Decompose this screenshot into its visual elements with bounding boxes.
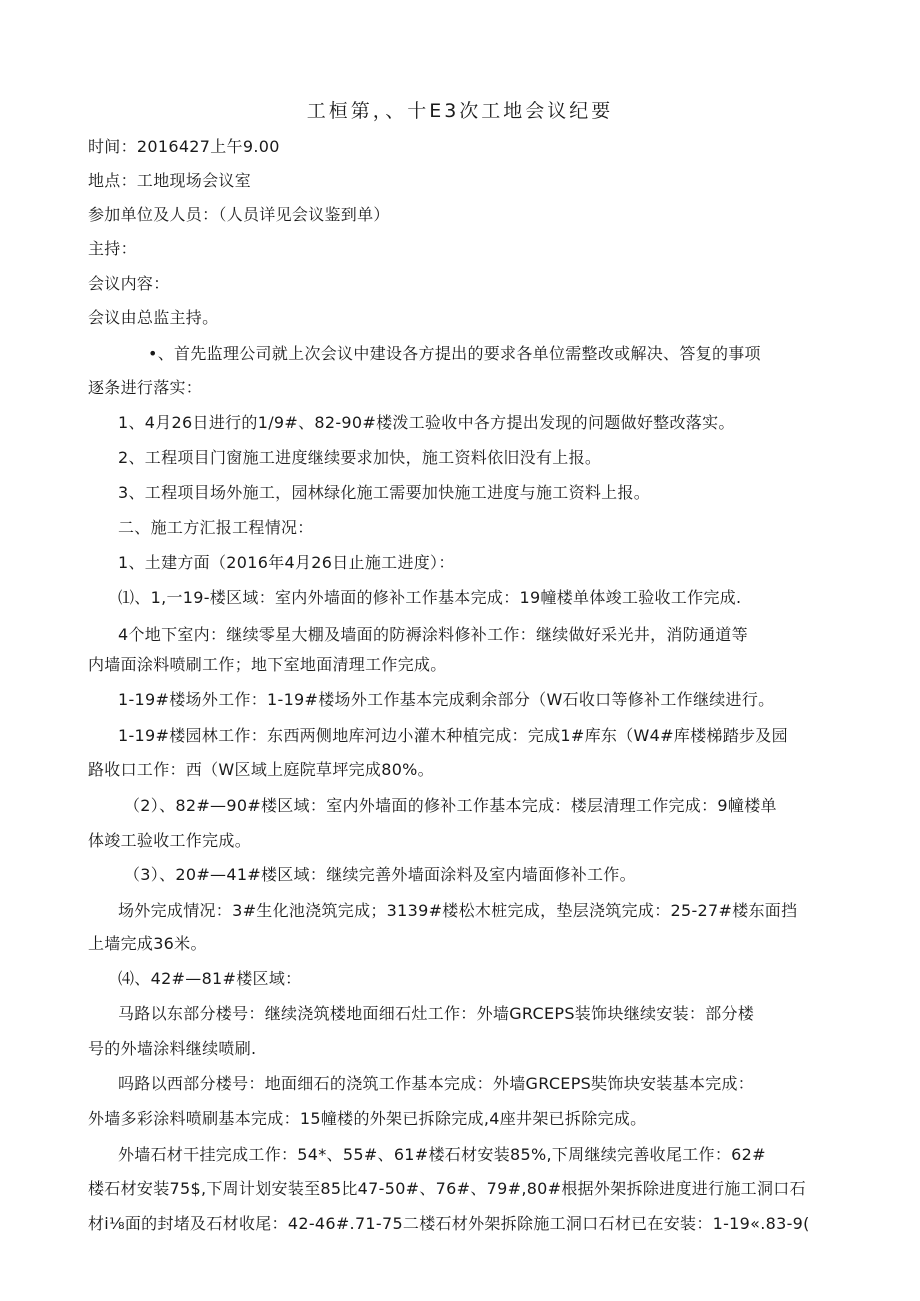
paragraph-line: 4个地下室内：继续零星大棚及墙面的防褥涂料修补工作：继续做好采光井，消防通道等 <box>118 625 748 644</box>
paragraph-line: 内墙面涂料喷刷工作；地下室地面清理工作完成。 <box>88 655 447 674</box>
subsection-heading: 1、土建方面（2016年4月26日止施工进度）： <box>118 553 455 572</box>
paragraph-line: 材i⅛面的封堵及石材收尾：42-46#.71-75二楼石材外架拆除施工洞口石材已在安装：1-19«.83-9( <box>88 1214 810 1233</box>
meeting-time: 时间：2016427上午9.00 <box>88 137 280 156</box>
section-heading: 二、施工方汇报工程情况： <box>118 518 314 537</box>
paragraph-line: 2、工程项目门窗施工进度继续要求加快，施工资料依旧没有上报。 <box>118 448 602 467</box>
paragraph-line: 外墙多彩涂料喷刷基本完成：15幢楼的外架已拆除完成,4座井架已拆除完成。 <box>88 1109 647 1128</box>
paragraph-line: 1-19#楼场外工作：1-19#楼场外工作基本完成剩余部分（W石收口等修补工作继续进行。 <box>118 690 775 709</box>
paragraph-line: ⑴、1,一19-楼区域：室内外墙面的修补工作基本完成：19幢楼单体竣工验收工作完成. <box>118 588 742 607</box>
paragraph-line: 体竣工验收工作完成。 <box>88 831 252 850</box>
document-title: 工桓第，、十E3次工地会议纪要 <box>306 100 614 122</box>
paragraph-line: 外墙石材干挂完成工作：54*、55#、61#楼石材安装85%,下周继续完善收尾工作：62# <box>118 1145 766 1164</box>
meeting-host: 主持： <box>88 239 137 258</box>
paragraph-line: （3）、20#—41#楼区域：继续完善外墙面涂料及室内墙面修补工作。 <box>124 865 636 884</box>
paragraph-line: •、首先监理公司就上次会议中建设各方提出的要求各单位需整改或解决、答复的事项 <box>148 344 761 363</box>
paragraph-line: 路收口工作：西（W区域上庭院草坪完成80%。 <box>88 760 434 779</box>
paragraph-line: 1、4月26日进行的1/9#、82-90#楼泼工验收中各方提出发现的问题做好整改落实。 <box>118 413 735 432</box>
paragraph-line: 3、工程项目场外施工，园林绿化施工需要加快施工进度与施工资料上报。 <box>118 483 651 502</box>
paragraph-line: 会议由总监主持。 <box>88 308 219 327</box>
paragraph-line: 号的外墙涂料继续喷刷. <box>88 1039 257 1058</box>
meeting-content-label: 会议内容： <box>88 274 170 293</box>
paragraph-line: 场外完成情况：3#生化池浇筑完成；3139#楼松木桩完成，垫层浇筑完成：25-27#楼东面挡 <box>118 901 798 920</box>
paragraph-line: 吗路以西部分楼号：地面细石的浇筑工作基本完成：外墙GRCEPS奘饰块安装基本完成： <box>118 1074 755 1093</box>
paragraph-line: 上墙完成36米。 <box>88 934 207 953</box>
paragraph-line: 楼石材安装75$,下周计划安装至85比47-50#、76#、79#,80#根据外架拆除进度进行施工洞口石 <box>88 1179 806 1198</box>
paragraph-line: 1-19#楼园林工作：东西两侧地库河边小灌木种植完成：完成1#库东（W4#库楼梯踏步及园 <box>118 726 788 745</box>
paragraph-line: 逐条进行落实： <box>88 378 203 397</box>
paragraph-line: ⑷、42#—81#楼区域： <box>118 969 302 988</box>
paragraph-line: （2）、82#—90#楼区域：室内外墙面的修补工作基本完成：楼层清理工作完成：9幢楼单 <box>124 796 777 815</box>
meeting-location: 地点：工地现场会议室 <box>88 171 252 190</box>
meeting-attendees: 参加单位及人员：（人员详见会议鉴到单） <box>88 205 390 224</box>
paragraph-line: 马路以东部分楼号：继续浇筑楼地面细石灶工作：外墙GRCEPS装饰块继续安装：部分楼 <box>118 1004 755 1023</box>
